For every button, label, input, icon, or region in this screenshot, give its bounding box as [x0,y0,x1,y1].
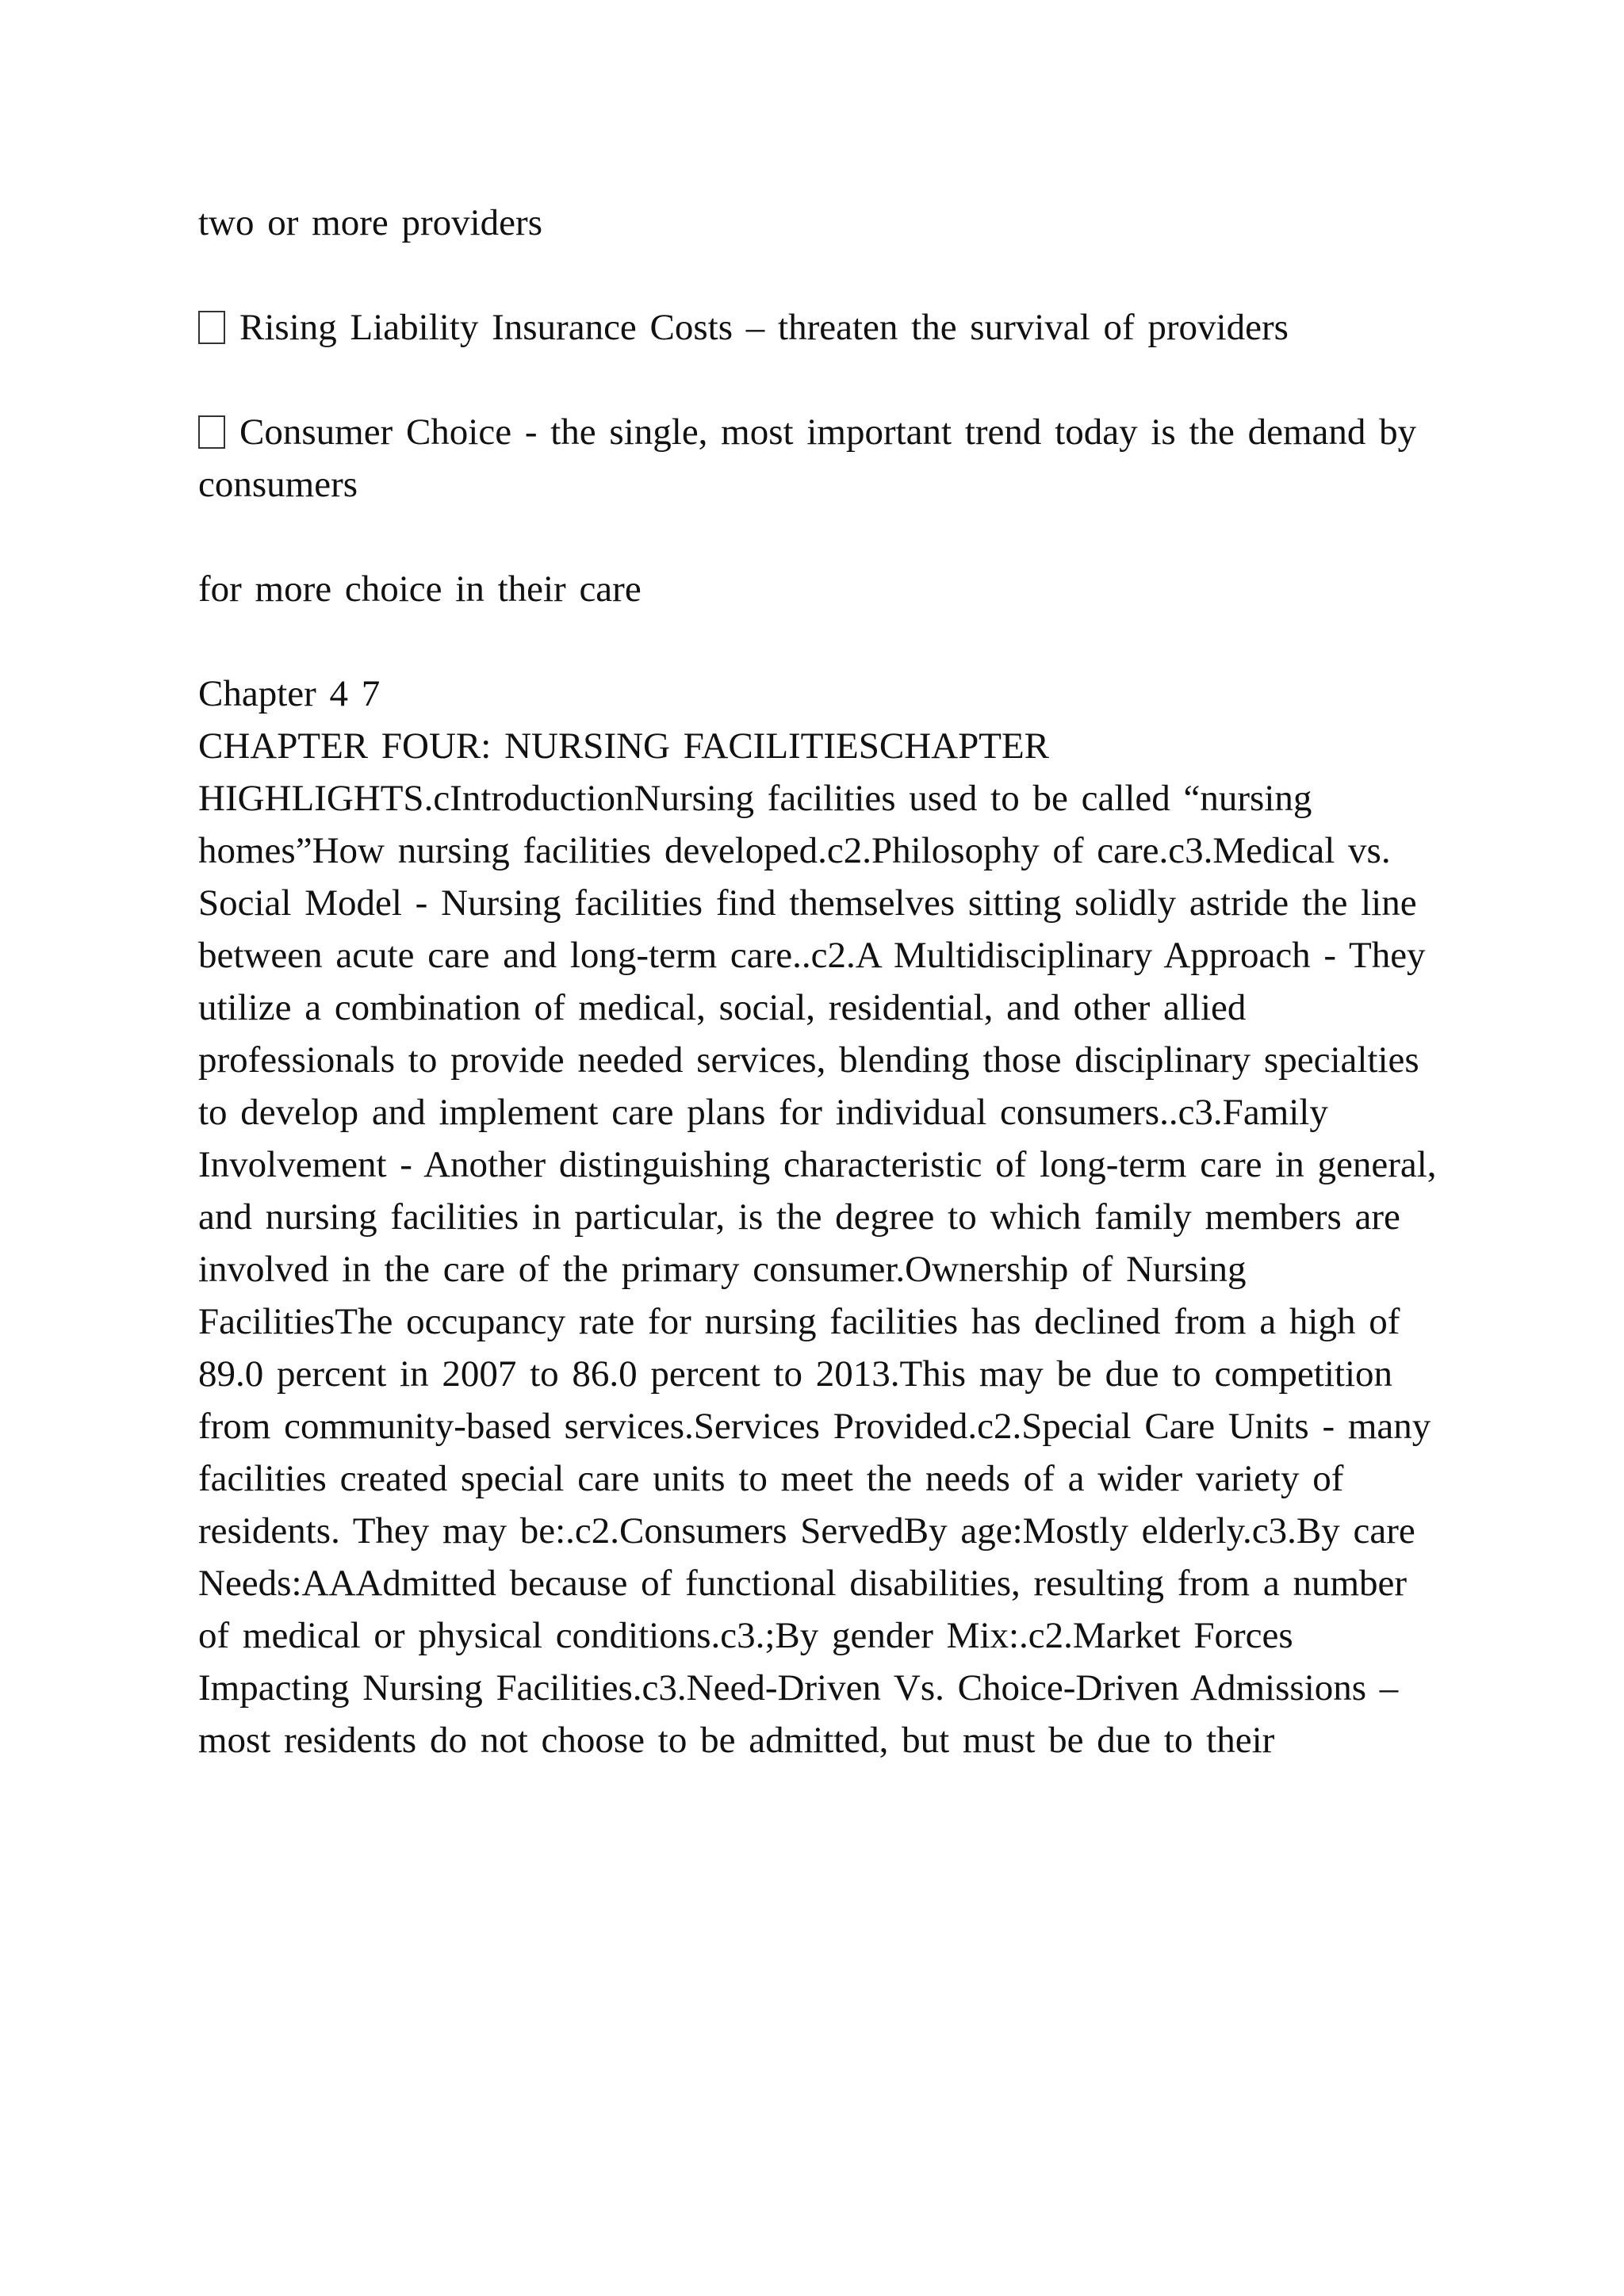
bullet-consumer-choice [198,406,1443,511]
bullet-liability [198,301,1443,354]
text-line-choice-care: for more choice in their care [198,568,642,610]
chapter-heading-line: Chapter 4 7 [198,673,381,714]
paragraph-gap [198,249,1443,301]
chapter-body-text: CHAPTER FOUR: NURSING FACILITIESCHAPTER HIGHLIGHTS.cIntroductionNursing facilities used to be called “nursing homes”How nursing facilities developed.c2.Philosophy of care.c3.Medical vs. Social Model - Nursing facilities find themselves sitting solidly astride the line between acute care and long-term care..c2.A Multidisciplinary Approach - They utilize a combination of medical, social, residential, and other allied professionals to provide needed services, blending those disciplinary specialties to develop and implement care plans for individual consumers..c3.Family Involvement - Another distinguishing characteristic of long-term care in general, and nursing facilities in particular, is the degree to which family members are involved in the care of the primary consumer.Ownership of Nursing FacilitiesThe occupancy rate for nursing facilities has declined from a high of 89.0 percent in 2007 to 86.0 percent to 2013.This may be due to competition from community-based services.Services Provided.c2.Special Care Units - many facilities created special care units to meet the needs of a wider variety of residents. They may be:.c2.Consumers ServedBy age:Mostly elderly.c3.By care Needs:AAAdmitted because of functional disabilities, resulting from a number of medical or physical conditions.c3.;By gender Mix:.c2.Market Forces Impacting Nursing Facilities.c3.Need-Driven Vs. Choice-Driven Admissions – most residents do not choose to be admitted, but must be due to their [198,725,1437,1761]
bullet-liability-text: Rising Liability Insurance Costs – threaten the survival of providers [239,307,1289,348]
paragraph-gap [198,511,1443,563]
paragraph-gap [198,354,1443,406]
missing-glyph-icon [198,415,225,449]
bullet-consumer-choice-text: Consumer Choice - the single, most important trend today is the demand by consumers [198,411,1417,505]
document-body [198,197,1443,1766]
text-line-providers: two or more providers [198,202,542,243]
missing-glyph-icon [198,311,225,344]
paragraph-gap [198,615,1443,668]
